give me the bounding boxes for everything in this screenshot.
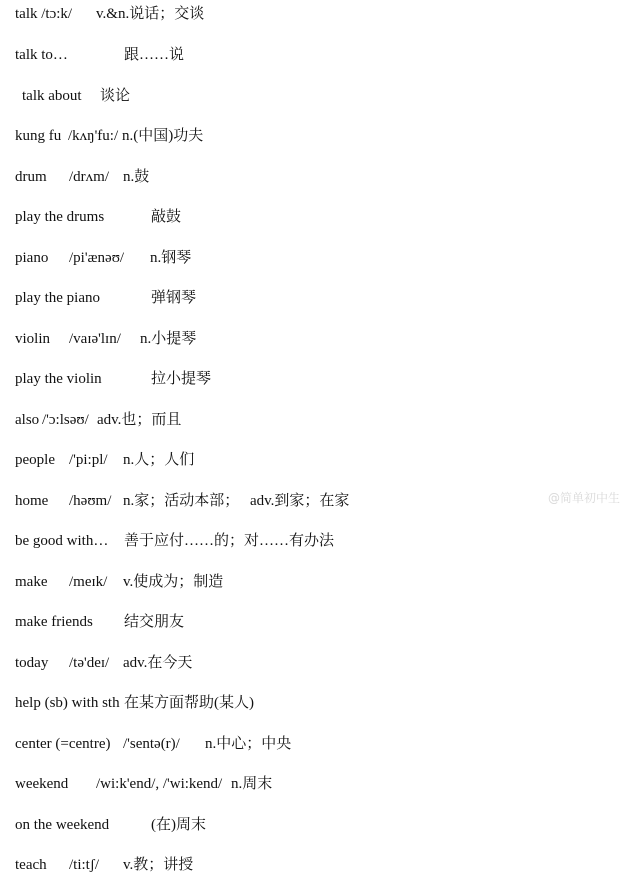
entry-meaning: 谈论 (100, 88, 131, 104)
list-item (0, 408, 640, 432)
entry-meaning: 拉小提琴 (151, 371, 212, 387)
list-item (0, 651, 640, 675)
entry-definition: n.周末 (231, 776, 273, 792)
entry-definition: n.(中国)功夫 (122, 128, 204, 144)
list-item (0, 2, 640, 26)
watermark: @简单初中生 (548, 491, 621, 505)
entry-word: help (sb) with sth (15, 695, 120, 711)
entry-phonetic: /meɪk/ (69, 574, 108, 590)
list-item (0, 286, 640, 310)
entry-meaning: v.&n.说话；交谈 (96, 6, 205, 22)
entry-word: today (15, 655, 49, 671)
entry-meaning: 在某方面帮助(某人) (124, 695, 254, 711)
list-item (0, 367, 640, 391)
entry-definition: n.人；人们 (123, 452, 195, 468)
entry-definition: n.家；活动本部； (123, 493, 240, 509)
entry-definition: n.鼓 (123, 169, 150, 185)
entry-phonetic: /pi'ænəʊ/ (69, 250, 125, 266)
entry-definition: adv.也；而且 (97, 412, 182, 428)
list-item (0, 165, 640, 189)
entry-meaning: 弹钢琴 (151, 290, 197, 306)
entry-word: weekend (15, 776, 69, 792)
entry-word: people (15, 452, 55, 468)
list-item (0, 489, 640, 513)
entry-definition: n.钢琴 (150, 250, 192, 266)
entry-definition: n.小提琴 (140, 331, 197, 347)
entry-word: talk about (22, 88, 82, 104)
entry-phonetic: /kʌŋ'fu:/ (68, 128, 119, 144)
list-item (0, 327, 640, 351)
entry-phonetic: /vaɪə'lɪn/ (69, 331, 121, 347)
entry-definition: v.使成为；制造 (123, 574, 224, 590)
list-item (0, 610, 640, 634)
list-item (0, 448, 640, 472)
entry-word: on the weekend (15, 817, 110, 833)
entry-meaning: 结交朋友 (124, 614, 185, 630)
entry-definition-extra: adv.到家；在家 (250, 493, 350, 509)
entry-word: make (15, 574, 48, 590)
list-item (0, 529, 640, 553)
entry-meaning: 跟……说 (124, 47, 185, 63)
list-item (0, 124, 640, 148)
list-item (0, 205, 640, 229)
list-item (0, 43, 640, 67)
entry-phonetic: /ti:tʃ/ (69, 857, 99, 873)
entry-word: also (15, 412, 40, 428)
entry-phonetic: /drʌm/ (69, 169, 109, 185)
entry-word: home (15, 493, 49, 509)
entry-word: center (=centre) (15, 736, 111, 752)
entry-word: piano (15, 250, 49, 266)
entry-word: be good with… (15, 533, 109, 549)
entry-phonetic: /wi:k'end/, /'wi:kend/ (96, 776, 223, 792)
entry-word: play the drums (15, 209, 105, 225)
entry-meaning: 敲鼓 (151, 209, 182, 225)
entry-word: drum (15, 169, 47, 185)
entry-phonetic: /'pi:pl/ (69, 452, 108, 468)
entry-phonetic: /həʊm/ (69, 493, 112, 509)
entry-phonetic: /'sentə(r)/ (123, 736, 180, 752)
entry-meaning: (在)周末 (151, 817, 206, 833)
list-item (0, 84, 640, 108)
entry-word: kung fu (15, 128, 62, 144)
list-item (0, 246, 640, 270)
entry-definition: v.教；讲授 (123, 857, 194, 873)
entry-meaning: 善于应付……的；对……有办法 (124, 533, 335, 549)
entry-word: play the piano (15, 290, 100, 306)
entry-word: talk to… (15, 47, 68, 63)
entry-definition: adv.在今天 (123, 655, 193, 671)
list-item (0, 853, 640, 877)
entry-word: violin (15, 331, 51, 347)
list-item (0, 732, 640, 756)
entry-definition: n.中心；中央 (205, 736, 292, 752)
list-item (0, 813, 640, 837)
entry-phonetic: /tə'deɪ/ (69, 655, 110, 671)
list-item (0, 691, 640, 715)
entry-word: play the violin (15, 371, 102, 387)
entry-phonetic: /'ɔ:lsəʊ/ (42, 412, 89, 428)
entry-word: make friends (15, 614, 93, 630)
entry-word: talk /tɔ:k/ (15, 6, 73, 22)
entry-word: teach (15, 857, 47, 873)
list-item (0, 570, 640, 594)
list-item (0, 772, 640, 796)
